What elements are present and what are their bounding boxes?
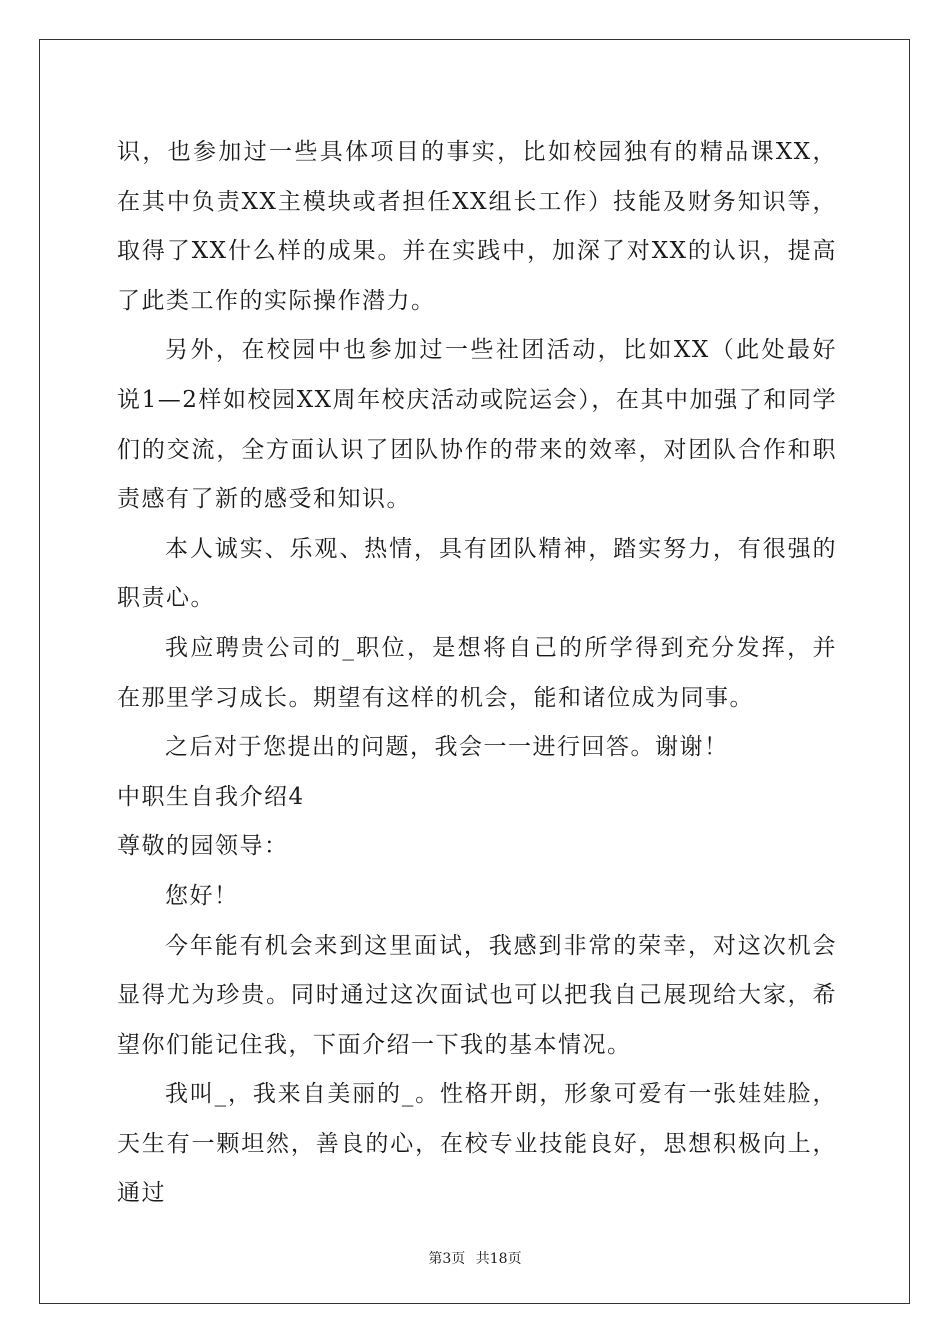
paragraph-self-intro: 我叫_，我来自美丽的_。性格开朗，形象可爱有一张娃娃脸，天生有一颗坦然，善良的心，在校专业技能良好，思想积极向上，通过: [117, 1081, 837, 1207]
paragraph-activities: 另外，在校园中也参加过一些社团活动，比如XX（此处最好说1—2样如校园XX周年校庆活动或院运会），在其中加强了和同学们的交流，全方面认识了团队协作的带来的效率，对团队合作和职责感有了新的感受和知识。: [117, 337, 837, 513]
page-number: 第3页: [428, 1251, 466, 1267]
paragraph-personality: 本人诚实、乐观、热情，具有团队精神，踏实努力，有很强的职责心。: [117, 535, 837, 612]
section-heading: 中职生自我介绍4: [117, 783, 305, 810]
paragraph-closing: 之后对于您提出的问题，我会一一进行回答。谢谢！: [165, 734, 729, 761]
paragraph-application: 我应聘贵公司的_职位，是想将自己的所学得到充分发挥，并在那里学习成长。期望有这样的机会，能和诸位成为同事。: [117, 634, 837, 711]
page-total: 共18页: [475, 1251, 522, 1267]
document-body: [117, 128, 837, 1219]
paragraph-opportunity: 今年能有机会来到这里面试，我感到非常的荣幸，对这次机会显得尤为珍贵。同时通过这次面试也可以把我自己展现给大家，希望你们能记住我，下面介绍一下我的基本情况。: [117, 932, 837, 1058]
paragraph-continuation: 识，也参加过一些具体项目的事实，比如校园独有的精品课XX，在其中负责XX主模块或者担任XX组长工作）技能及财务知识等，取得了XX什么样的成果。并在实践中，加深了对XX的认识，提高了此类工作的实际操作潜力。: [117, 139, 837, 314]
salutation: 尊敬的园领导：: [117, 833, 289, 860]
page-footer: [0, 1248, 950, 1268]
greeting: 您好！: [165, 882, 239, 909]
